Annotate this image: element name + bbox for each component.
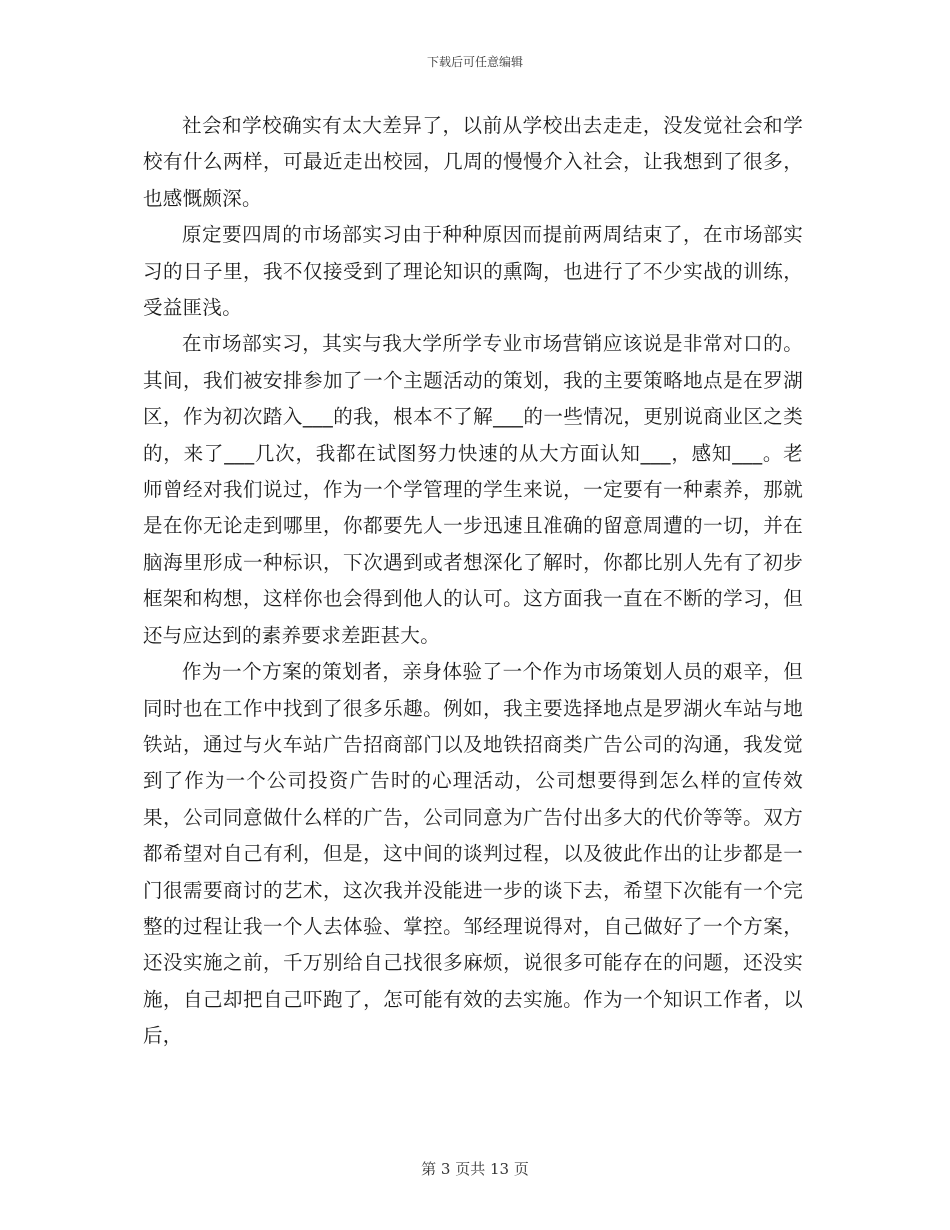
paragraph-4: 作为一个方案的策划者，亲身体验了一个作为市场策划人员的艰辛，但同时也在工作中找到了很多乐趣。例如，我主要选择地点是罗湖火车站与地铁站，通过与火车站广告招商部门以及地铁招商类广告公司的沟通，我发觉到了作为一个公司投资广告时的心理活动，公司想要得到怎么样的宣传效果，公司同意做什么样的广告，公司同意为广告付出多大的代价等等。双方都希望对自己有利，但是，这中间的谈判过程，以及彼此作出的让步都是一门很需要商讨的艺术，这次我并没能进一步的谈下去，希望下次能有一个完整的过程让我一个人去体验、掌控。邹经理说得对，自己做好了一个方案，还没实施之前，千万别给自己找很多麻烦，说很多可能存在的问题，还没实施，自己却把自己吓跑了，怎可能有效的去实施。作为一个知识工作者，以后， (143, 660, 803, 1048)
page-header: 下载后可任意编辑 (426, 55, 523, 69)
paragraph-2: 原定要四周的市场部实习由于种种原因而提前两周结束了，在市场部实习的日子里，我不仅接受到了理论知识的熏陶，也进行了不少实战的训练，受益匪浅。 (143, 223, 803, 320)
page-footer: 第 3 页共 13 页 (421, 1160, 529, 1178)
paragraph-1: 社会和学校确实有太大差异了，以前从学校出去走走，没发觉社会和学校有什么两样，可最近走出校园，几周的慢慢介入社会，让我想到了很多，也感慨颇深。 (143, 114, 803, 210)
paragraph-3: 在市场部实习，其实与我大学所学专业市场营销应该说是非常对口的。其间，我们被安排参加了一个主题活动的策划，我的主要策略地点是在罗湖区，作为初次踏入___的我，根本不了解___的一些情况，更别说商业区之类的，来了___几次，我都在试图努力快速的从大方面认知___，感知___。老师曾经对我们说过，作为一个学管理的学生来说，一定要有一种素养，那就是在你无论走到哪里，你都要先人一步迅速且准确的留意周遭的一切，并在脑海里形成一种标识，下次遇到或者想深化了解时，你都比别人先有了初步框架和构想，这样你也会得到他人的认可。这方面我一直在不断的学习，但还与应达到的素养要求差距甚大。 (143, 332, 803, 647)
document-body (143, 108, 803, 1055)
